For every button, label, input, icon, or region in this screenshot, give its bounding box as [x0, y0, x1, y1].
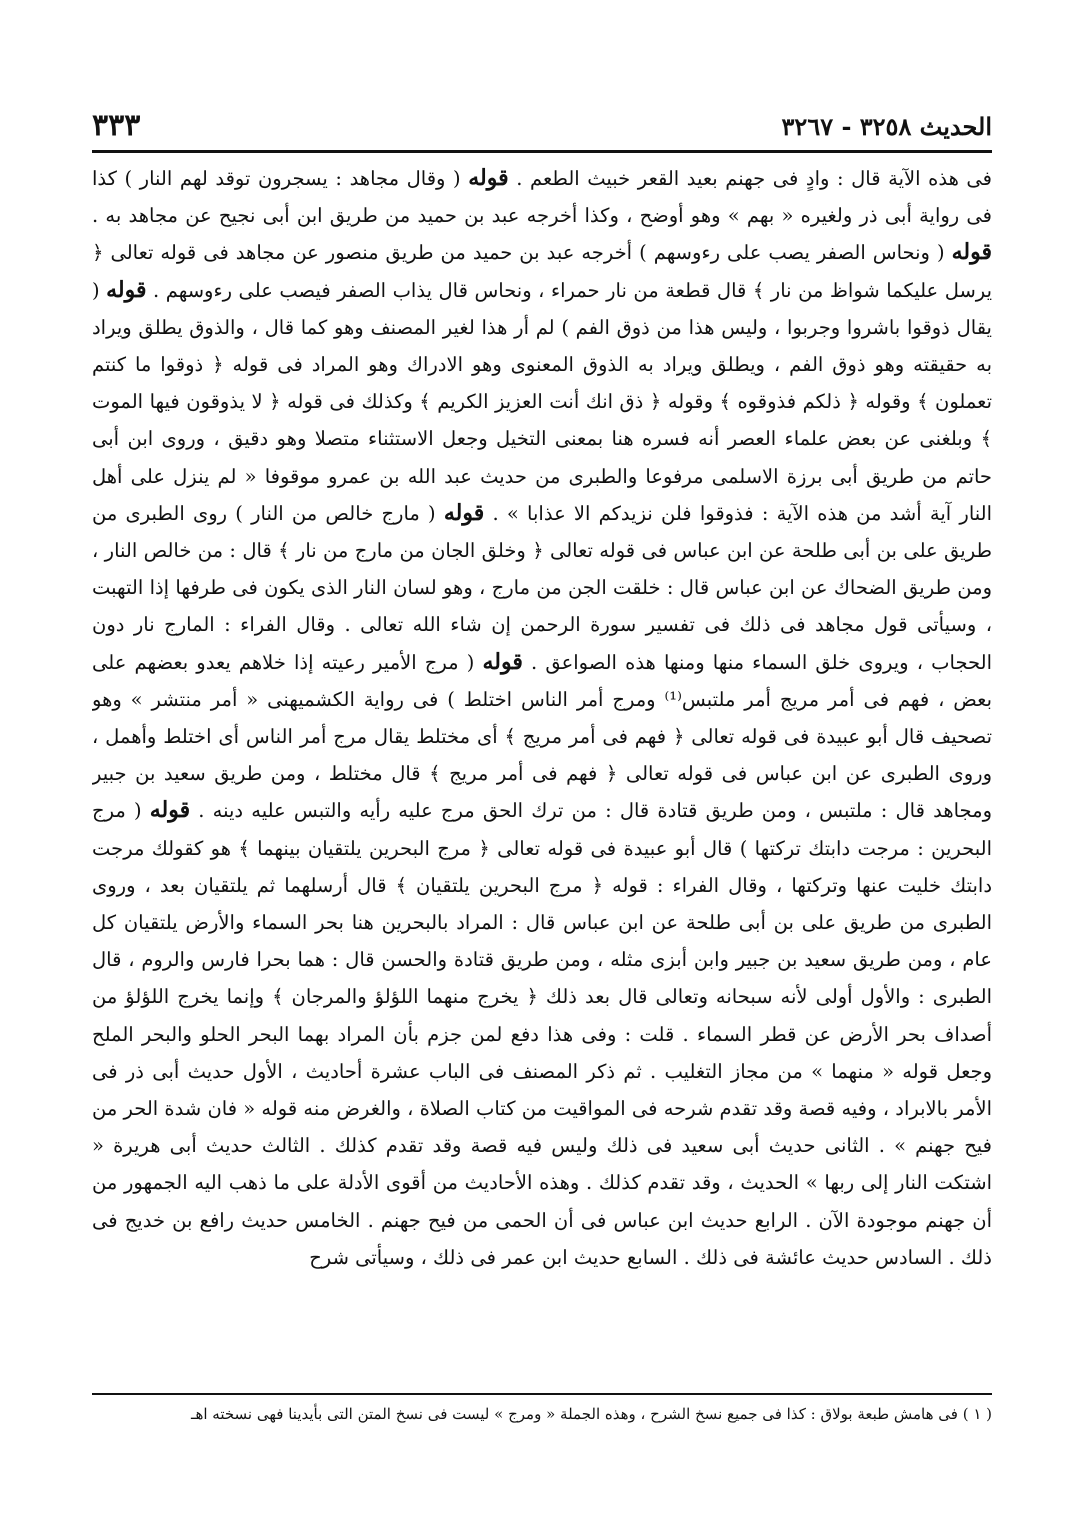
text-run: ( مرج الأمير رعيته إذا خلاهم يعدو بعضهم على بعض ، فهم فى أمر مريج أمر ملتبس⁽¹⁾ ومرج أمر الناس اختلط ) فى رواية الكشميهنى « أمر منتشر » وهو تصحيف قال أبو عبيدة فى قوله تعالى ﴿ فهم فى أمر مريج ﴾ أى مختلط يقال مرج أمر الناس أى اختلط وأهمل ، وروى الطبرى عن ابن عباس فى قوله تعالى ﴿ فهم فى أمر مريج ﴾ قال مختلط ، ومن طريق سعيد بن جبير ومجاهد قال : ملتبس ، ومن طريق قتادة قال : من ترك الحق مرج عليه رأيه والتبس عليه دينه .: [92, 650, 992, 823]
text-run: ( ونحاس الصفر يصب على رءوسهم ) أخرجه عبد بن حميد من طريق منصور عن مجاهد فى قوله تعالى ﴿ يرسل عليكما شواظ من نار ﴾ قال قطعة من نار حمراء ، ونحاس قال يذاب الصفر فيصب على رءوسهم .: [92, 241, 992, 302]
lemma-marker: قوله: [106, 276, 147, 303]
text-run: ( وقال مجاهد : يسجرون توقد لهم النار ) كذا فى رواية أبى ذر ولغيره « بهم » وهو أوضح ، وكذا أخرجه عبد بن حميد من طريق ابن أبى نجيح عن مجاهد به .: [92, 167, 992, 228]
text-run: ( يقال ذوقوا باشروا وجربوا ، وليس هذا من ذوق الفم ) لم أر هذا لغير المصنف وهو كما قال ، والذوق يطلق ويراد به حقيقته وهو ذوق الفم ، ويطلق ويراد به الذوق المعنوى وهو الادراك وهو المراد فى قوله ﴿ ذوقوا ما كنتم تعملون ﴾ وقوله ﴿ ذلكم فذوقوه ﴾ وقوله ﴿ ذق انك أنت العزيز الكريم ﴾ وكذلك فى قوله ﴿ لا يذوقون فيها الموت ﴾ وبلغنى عن بعض علماء العصر أنه فسره هنا بمعنى التخيل وجعل الاستثناء متصلا وهو دقيق ، وروى ابن أبى حاتم من طريق أبى برزة الاسلمى مرفوعا والطبرى من حديث عبد الله بن عمرو موقوفا « لم ينزل على أهل النار آية أشد من هذه الآية : فذوقوا فلن نزيدكم الا عذابا » .: [92, 278, 992, 525]
paragraph: [92, 160, 992, 1276]
lemma-marker: قوله: [482, 648, 523, 675]
footnote-rule: [92, 1393, 992, 1395]
lemma-marker: قوله: [951, 239, 992, 266]
lemma-marker: قوله: [468, 165, 509, 191]
page-number: ٣٣٣: [92, 108, 141, 143]
text-run: فى هذه الآية قال : وادٍ فى جهنم بعيد القعر خبيث الطعم .: [508, 167, 992, 190]
lemma-marker: قوله: [149, 797, 191, 824]
text-run: ( مرج البحرين : مرجت دابتك تركتها ) قال أبو عبيدة فى قوله تعالى ﴿ مرج البحرين يلتقيان بينهما ﴾ هو كقولك مرجت دابتك خليت عنها وتركتها ، وقال الفراء : قوله ﴿ مرج البحرين يلتقيان ﴾ قال أرسلهما ثم يلتقيان بعد ، وروى الطبرى من طريق على بن أبى طلحة عن ابن عباس قال : المراد بالبحرين هنا بحر السماء والأرض يلتقيان كل عام ، ومن طريق سعيد بن جبير وابن أبزى مثله ، ومن طريق قتادة والحسن قال : هما بحرا فارس والروم ، قال الطبرى : والأول أولى لأنه سبحانه وتعالى قال بعد ذلك ﴿ يخرج منهما اللؤلؤ والمرجان ﴾ وإنما يخرج اللؤلؤ من أصداف بحر الأرض عن قطر السماء . قلت : وفى هذا دفع لمن جزم بأن المراد بهما البحر الحلو والبحر الملح وجعل قوله « منهما » من مجاز التغليب . ثم ذكر المصنف فى الباب عشرة أحاديث ، الأول حديث أبى ذر فى الأمر بالابراد ، وفيه قصة وقد تقدم شرحه فى المواقيت من كتاب الصلاة ، والغرض منه قوله « فان شدة الحر من فيح جهنم » . الثانى حديث أبى سعيد فى ذلك وليس فيه قصة وقد تقدم كذلك . الثالث حديث أبى هريرة « اشتكت النار إلى ربها » الحديث ، وقد تقدم كذلك . وهذه الأحاديث من أقوى الأدلة على ما ذهب اليه الجمهور من أن جهنم موجودة الآن . الرابع حديث ابن عباس فى أن الحمى من فيح جهنم . الخامس حديث رافع بن خديج فى ذلك . السادس حديث عائشة فى ذلك . السابع حديث ابن عمر فى ذلك ، وسيأتى شرح: [92, 799, 992, 1269]
commentary-text: [92, 160, 992, 1380]
text-run: ( مارج خالص من النار ) روى الطبرى من طريق على بن أبى طلحة عن ابن عباس فى قوله تعالى ﴿ وخلق الجان من مارج من نار ﴾ قال : من خالص النار ، ومن طريق الضحاك عن ابن عباس قال : خلقت الجن من مارج ، وهو لسان النار الذى يكون فى طرفها إذا التهبت ، وسيأتى قول مجاهد فى ذلك فى تفسير سورة الرحمن إن شاء الله تعالى . وقال الفراء : المارج نار دون الحجاب ، ويروى خلق السماء منها ومنها هذه الصواعق .: [92, 501, 992, 674]
lemma-marker: قوله: [443, 499, 485, 526]
footnote: ( ١ ) فى هامش طبعة بولاق : كذا فى جميع نسخ الشرح ، وهذه الجملة « ومرج » ليست فى نسخ المتن التى بأيدينا فهى نسخته اهـ: [191, 1405, 992, 1423]
running-title: الحديث ٣٢٥٨ - ٣٢٦٧: [781, 112, 992, 141]
page-header: [92, 108, 992, 150]
header-rule: [92, 150, 992, 153]
